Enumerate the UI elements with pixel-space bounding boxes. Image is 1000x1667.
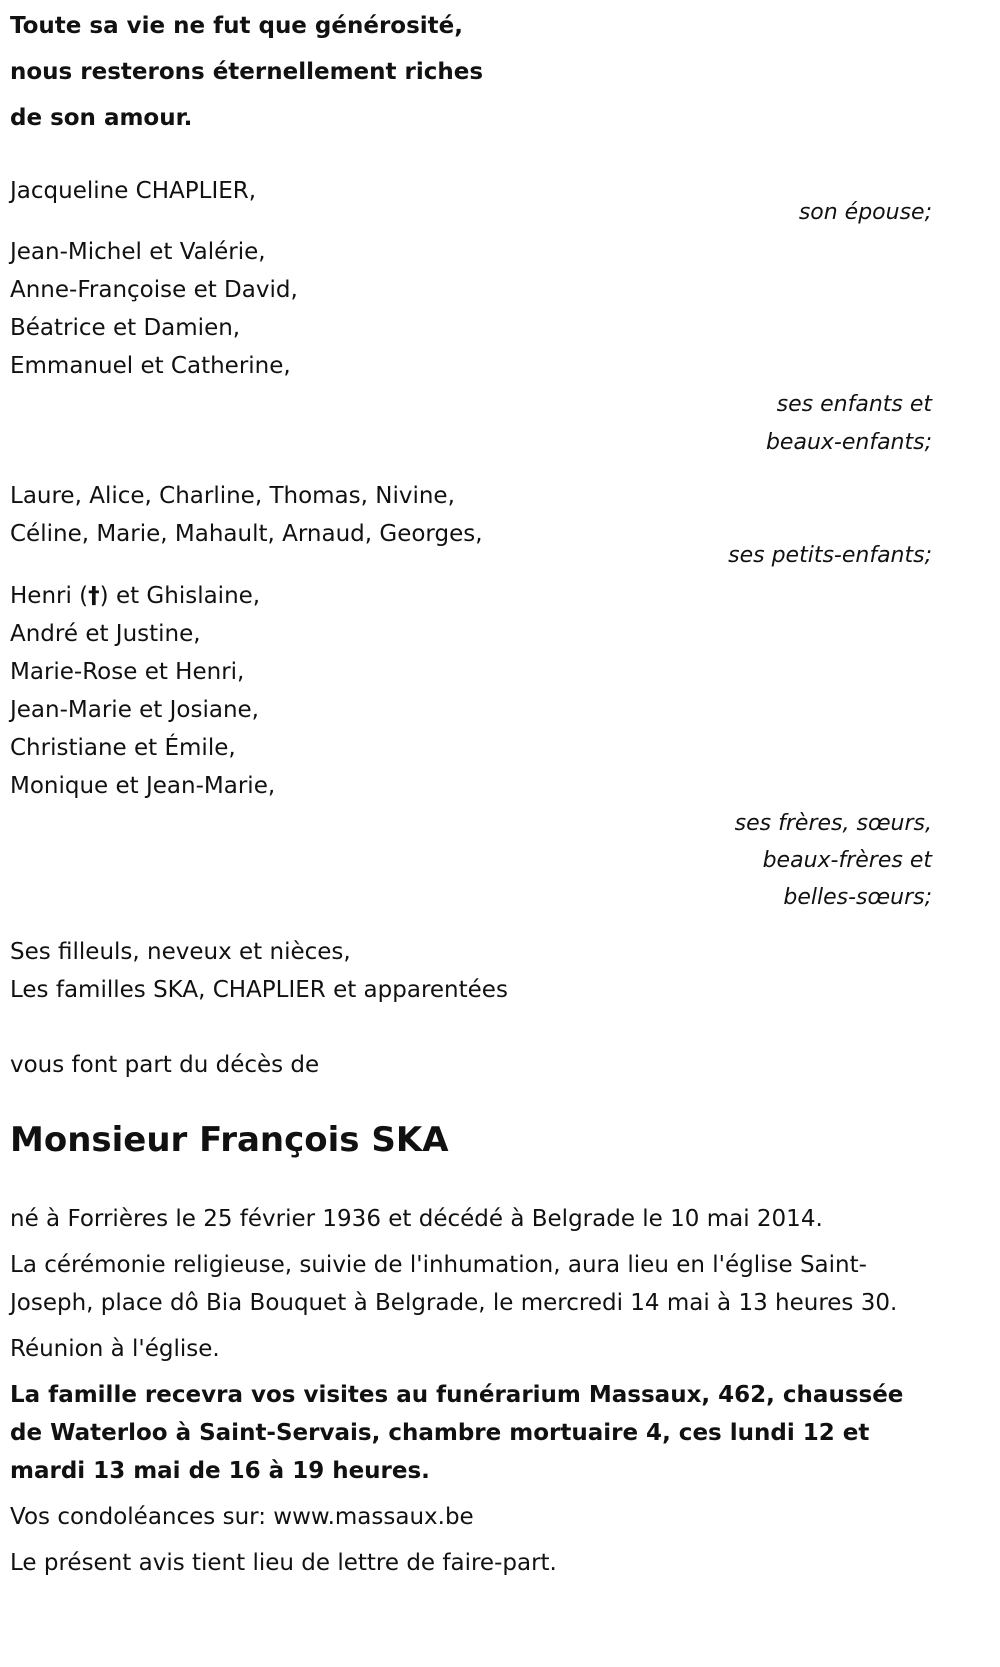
epitaph-line: nous resterons éternellement riches [10, 59, 484, 85]
visits-info: La famille recevra vos visites au funérarium Massaux, 462, chaussée de Waterloo à Saint-Servais, chambre mortuaire 4, ces lundi 12 et mardi 13 mai de 16 à 19 heures. [10, 1382, 904, 1484]
mourner-name [10, 577, 932, 615]
relation-label: belles-sœurs; [783, 885, 932, 910]
mourner-name: André et Justine, [10, 621, 201, 647]
name-part: ) et Ghislaine, [99, 583, 261, 609]
condolences-info: Vos condoléances sur: www.massaux.be [10, 1504, 474, 1530]
mourner-name: Christiane et Émile, [10, 735, 236, 761]
meeting-info: Réunion à l'église. [10, 1336, 220, 1362]
epitaph [10, 3, 932, 141]
mourners-others [10, 933, 932, 1009]
mourner-name: Jean-Michel et Valérie, [10, 239, 266, 265]
relation-label: beaux-frères et [762, 848, 932, 873]
mourners-children [10, 233, 932, 461]
epitaph-line: de son amour. [10, 105, 193, 131]
announcement: vous font part du décès de [10, 1052, 320, 1078]
mourner-name: Laure, Alice, Charline, Thomas, Nivine, [10, 483, 455, 509]
relation-label: ses enfants et [776, 392, 932, 417]
relation-label: ses petits-enfants; [728, 543, 932, 568]
ceremony-info: La cérémonie religieuse, suivie de l'inhumation, aura lieu en l'église Saint-Joseph, place dô Bia Bouquet à Belgrade, le mercredi 14 mai à 13 heures 30. [10, 1252, 898, 1316]
mourner-name: Ses filleuls, neveux et nièces, [10, 939, 351, 965]
mourner-name: Anne-Françoise et David, [10, 277, 298, 303]
birth-death-info: né à Forrières le 25 février 1936 et décédé à Belgrade le 10 mai 2014. [10, 1206, 823, 1232]
relation-label: son épouse; [798, 200, 932, 225]
relation-label: beaux-enfants; [765, 430, 932, 455]
mourners-grandchildren [10, 477, 932, 574]
mourners-spouse [10, 172, 932, 231]
mourner-name: Monique et Jean-Marie, [10, 773, 276, 799]
mourner-name: Marie-Rose et Henri, [10, 659, 245, 685]
notice-info: Le présent avis tient lieu de lettre de faire-part. [10, 1550, 557, 1576]
relation-label: ses frères, sœurs, [734, 811, 932, 836]
mourners-siblings [10, 577, 932, 916]
mourner-name: Béatrice et Damien, [10, 315, 241, 341]
mourner-name: Les familles SKA, CHAPLIER et apparentées [10, 977, 508, 1003]
deceased-name: Monsieur François SKA [10, 1120, 449, 1160]
epitaph-line: Toute sa vie ne fut que générosité, [10, 13, 464, 39]
mourner-name: Emmanuel et Catherine, [10, 353, 291, 379]
mourner-name: Céline, Marie, Mahault, Arnaud, Georges, [10, 521, 483, 547]
obituary-notice [10, 0, 932, 1582]
mourner-name: Jean-Marie et Josiane, [10, 697, 259, 723]
mourner-name: Jacqueline CHAPLIER, [10, 178, 257, 204]
cross-icon: † [88, 583, 100, 609]
name-part: Henri ( [10, 583, 89, 609]
